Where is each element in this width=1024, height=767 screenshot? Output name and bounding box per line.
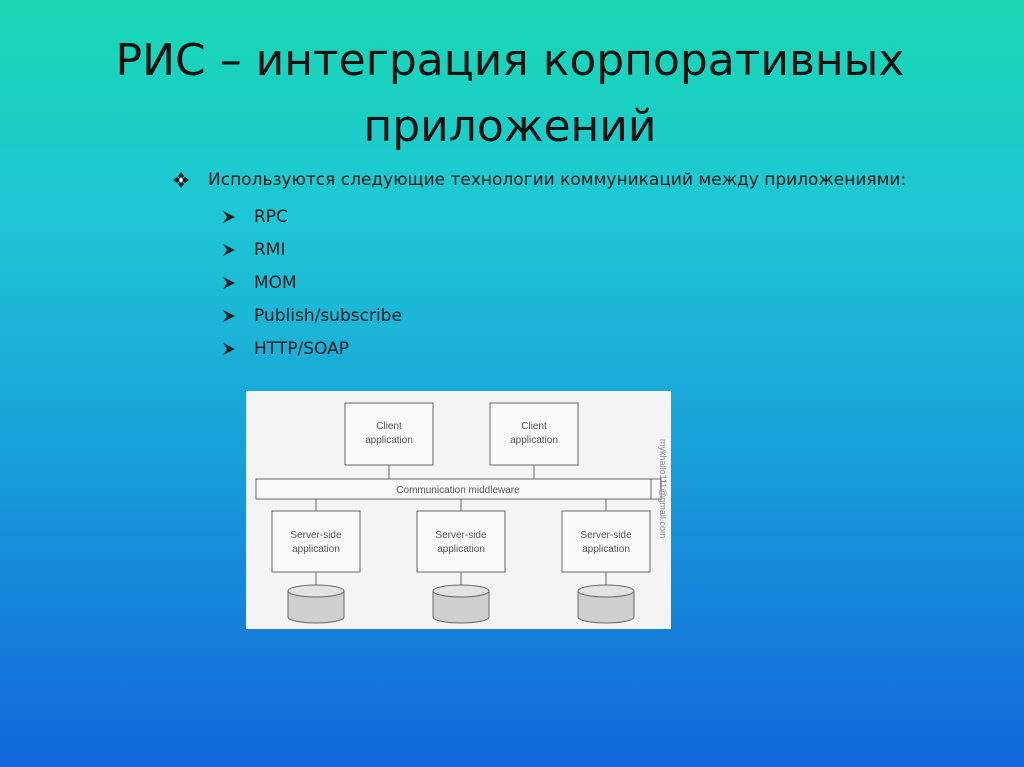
sub-bullet-item xyxy=(222,266,402,299)
sub-bullet-list xyxy=(222,200,402,365)
database-icon xyxy=(578,585,634,623)
sub-bullet-text: Publish/subscribe xyxy=(254,305,402,326)
middleware-bar xyxy=(256,479,661,499)
sub-bullet-text: RMI xyxy=(254,239,286,260)
arrow-bullet-icon xyxy=(222,276,236,290)
server-application-box xyxy=(272,511,360,572)
sub-bullet-text: RPC xyxy=(254,206,288,227)
client-application-box xyxy=(345,403,433,465)
arrow-bullet-icon xyxy=(222,342,236,356)
middleware-label: Communication middleware xyxy=(396,485,520,496)
slide-title-line-2: приложений xyxy=(363,101,657,152)
sub-bullet-item xyxy=(222,200,402,233)
slide-title xyxy=(60,28,960,168)
arrow-bullet-icon xyxy=(222,210,236,224)
server-label-line-2: application xyxy=(582,544,630,555)
sub-bullet-item xyxy=(222,299,402,332)
database-icon xyxy=(433,585,489,623)
arrow-bullet-icon xyxy=(222,243,236,257)
server-label-line-1: Server-side xyxy=(290,530,342,541)
architecture-diagram-svg xyxy=(246,391,671,629)
watermark-text: mykhailo111@gmail.com xyxy=(658,439,668,539)
client-label-line-2: application xyxy=(365,435,413,446)
client-label-line-2: application xyxy=(510,435,558,446)
arrow-bullet-icon xyxy=(222,309,236,323)
diamond-bullet-icon xyxy=(172,171,190,189)
server-label-line-1: Server-side xyxy=(580,530,632,541)
bullet-text: Используются следующие технологии коммуникаций между приложениями: xyxy=(208,170,907,190)
sub-bullet-text: HTTP/SOAP xyxy=(254,338,349,359)
server-label-line-2: application xyxy=(437,544,485,555)
slide-title-line-1: РИС – интеграция корпоративных xyxy=(115,35,905,86)
sub-bullet-item xyxy=(222,233,402,266)
server-application-box xyxy=(417,511,505,572)
sub-bullet-text: MOM xyxy=(254,272,297,293)
server-application-box xyxy=(562,511,650,572)
bullet-item xyxy=(172,170,992,190)
architecture-diagram xyxy=(246,391,671,629)
database-icon xyxy=(288,585,344,623)
server-label-line-1: Server-side xyxy=(435,530,487,541)
client-application-box xyxy=(490,403,578,465)
server-label-line-2: application xyxy=(292,544,340,555)
sub-bullet-item xyxy=(222,332,402,365)
client-label-line-1: Client xyxy=(521,421,547,432)
client-label-line-1: Client xyxy=(376,421,402,432)
